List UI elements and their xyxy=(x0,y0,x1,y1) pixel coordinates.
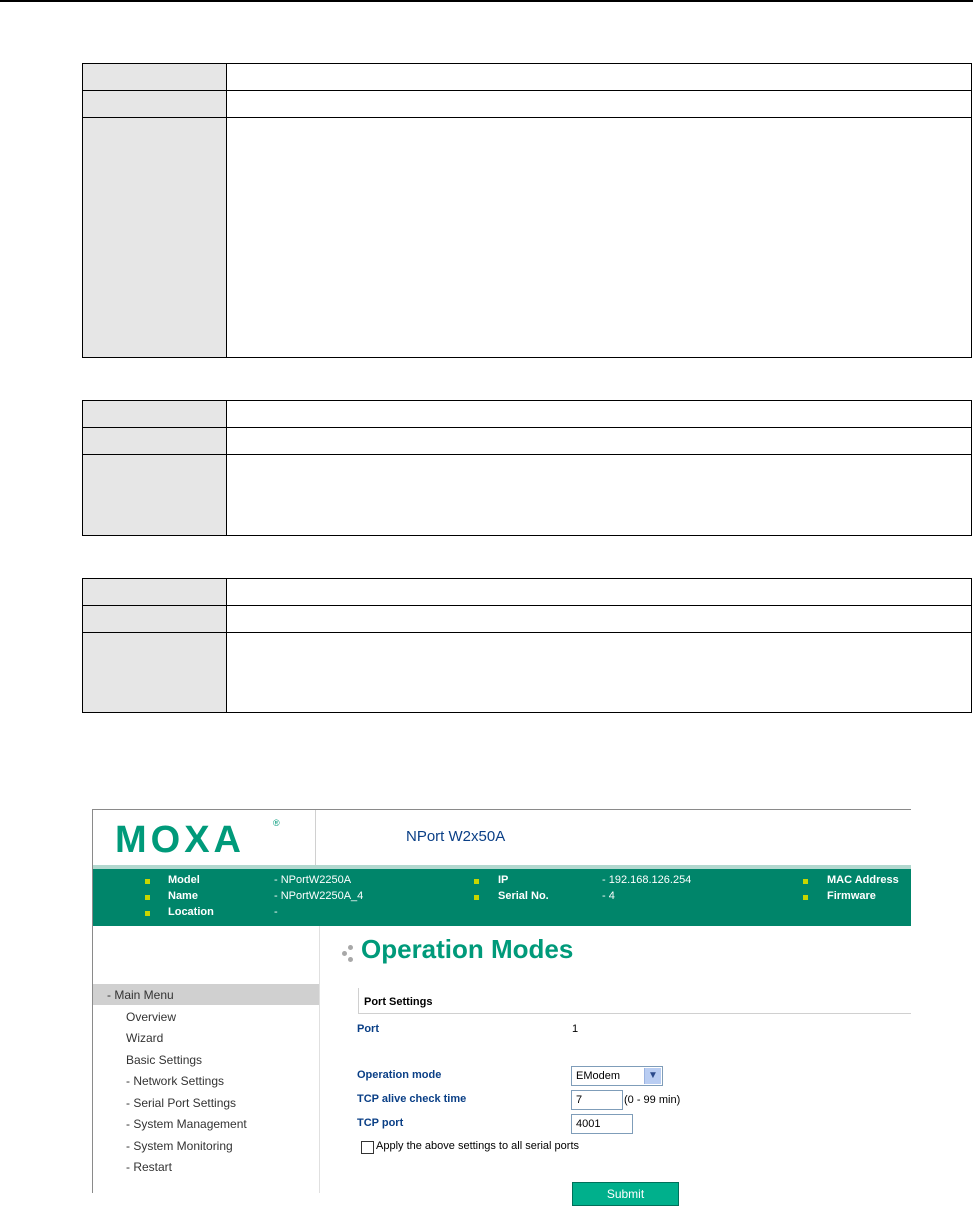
bullet-icon xyxy=(145,879,150,884)
spec-value-cell xyxy=(227,118,972,358)
menu-item-basic-settings[interactable]: Basic Settings xyxy=(126,1053,203,1067)
port-value: 1 xyxy=(572,1023,579,1035)
port-label: Port xyxy=(357,1023,379,1035)
page-header-rule xyxy=(0,0,973,2)
spec-label-cell xyxy=(83,633,227,713)
main-menu-header-label: - Main Menu xyxy=(107,988,174,1002)
bullet-icon xyxy=(474,879,479,884)
spec-table-3 xyxy=(82,578,972,713)
tcp-alive-check-label: TCP alive check time xyxy=(357,1093,467,1105)
main-menu-header[interactable] xyxy=(93,984,319,1005)
bullet-icon xyxy=(803,879,808,884)
heading-dots-icon xyxy=(342,943,358,965)
name-value: - NPortW2250A_4 xyxy=(274,890,364,902)
menu-item-network-settings[interactable]: - Network Settings xyxy=(126,1074,225,1088)
spec-label-cell xyxy=(83,455,227,536)
moxa-logo: MOXA xyxy=(115,819,245,861)
ip-value: - 192.168.126.254 xyxy=(602,874,692,886)
menu-item-restart[interactable]: - Restart xyxy=(126,1160,173,1174)
apply-all-ports-checkbox[interactable] xyxy=(361,1141,374,1154)
menu-item-overview[interactable]: Overview xyxy=(126,1010,177,1024)
spec-label-cell xyxy=(83,579,227,606)
spec-value-cell xyxy=(227,64,972,91)
section-title: Port Settings xyxy=(364,996,433,1008)
spec-label-cell xyxy=(83,606,227,633)
spec-value-cell xyxy=(227,455,972,536)
spec-value-cell xyxy=(227,401,972,428)
spec-label-cell xyxy=(83,401,227,428)
logo-area xyxy=(93,810,315,865)
main-menu-sidebar xyxy=(93,926,320,1193)
tcp-alive-check-hint: (0 - 99 min) xyxy=(624,1094,681,1106)
tcp-alive-check-input[interactable] xyxy=(571,1090,623,1110)
registered-mark: ® xyxy=(273,818,280,828)
tcp-port-value: 4001 xyxy=(576,1118,601,1130)
operation-mode-label: Operation mode xyxy=(357,1069,442,1081)
spec-label-cell xyxy=(83,428,227,455)
firmware-label: Firmware xyxy=(827,890,876,902)
tcp-port-input[interactable] xyxy=(571,1114,633,1134)
spec-value-cell xyxy=(227,633,972,713)
menu-item-wizard[interactable]: Wizard xyxy=(126,1031,164,1045)
port-settings-section xyxy=(358,988,911,1014)
serial-value: - 4 xyxy=(602,890,615,902)
mac-label: MAC Address xyxy=(827,874,899,886)
bullet-icon xyxy=(803,895,808,900)
device-info-bar xyxy=(93,869,911,926)
apply-all-ports-label: Apply the above settings to all serial ports xyxy=(376,1140,580,1152)
operation-mode-value: EModem xyxy=(576,1070,621,1082)
menu-item-system-management[interactable]: - System Management xyxy=(126,1117,247,1131)
content-panel xyxy=(320,926,911,1201)
model-value: - NPortW2250A xyxy=(274,874,352,886)
model-label: Model xyxy=(168,874,200,886)
ip-label: IP xyxy=(498,874,509,886)
location-value: - xyxy=(274,906,278,918)
bullet-icon xyxy=(145,911,150,916)
menu-item-serial-port-settings[interactable]: - Serial Port Settings xyxy=(126,1096,237,1110)
chevron-down-icon: ▼ xyxy=(644,1068,661,1084)
header-divider xyxy=(315,810,316,865)
web-console-screenshot xyxy=(92,809,911,1201)
submit-button[interactable]: Submit xyxy=(572,1182,679,1206)
product-title-area xyxy=(315,810,911,865)
spec-label-cell xyxy=(83,91,227,118)
product-name: NPort W2x50A xyxy=(406,828,506,845)
bullet-icon xyxy=(145,895,150,900)
tcp-port-label: TCP port xyxy=(357,1117,404,1129)
spec-table-2 xyxy=(82,400,972,536)
spec-table-1 xyxy=(82,63,972,358)
location-label: Location xyxy=(168,906,214,918)
spec-label-cell xyxy=(83,118,227,358)
page-title: Operation Modes xyxy=(361,934,574,964)
serial-label: Serial No. xyxy=(498,890,549,902)
tcp-alive-check-value: 7 xyxy=(576,1094,583,1106)
menu-item-system-monitoring[interactable]: - System Monitoring xyxy=(126,1139,233,1153)
spec-value-cell xyxy=(227,428,972,455)
spec-label-cell xyxy=(83,64,227,91)
name-label: Name xyxy=(168,890,198,902)
spec-value-cell xyxy=(227,606,972,633)
operation-mode-select[interactable] xyxy=(571,1066,663,1086)
spec-value-cell xyxy=(227,579,972,606)
bullet-icon xyxy=(474,895,479,900)
spec-value-cell xyxy=(227,91,972,118)
